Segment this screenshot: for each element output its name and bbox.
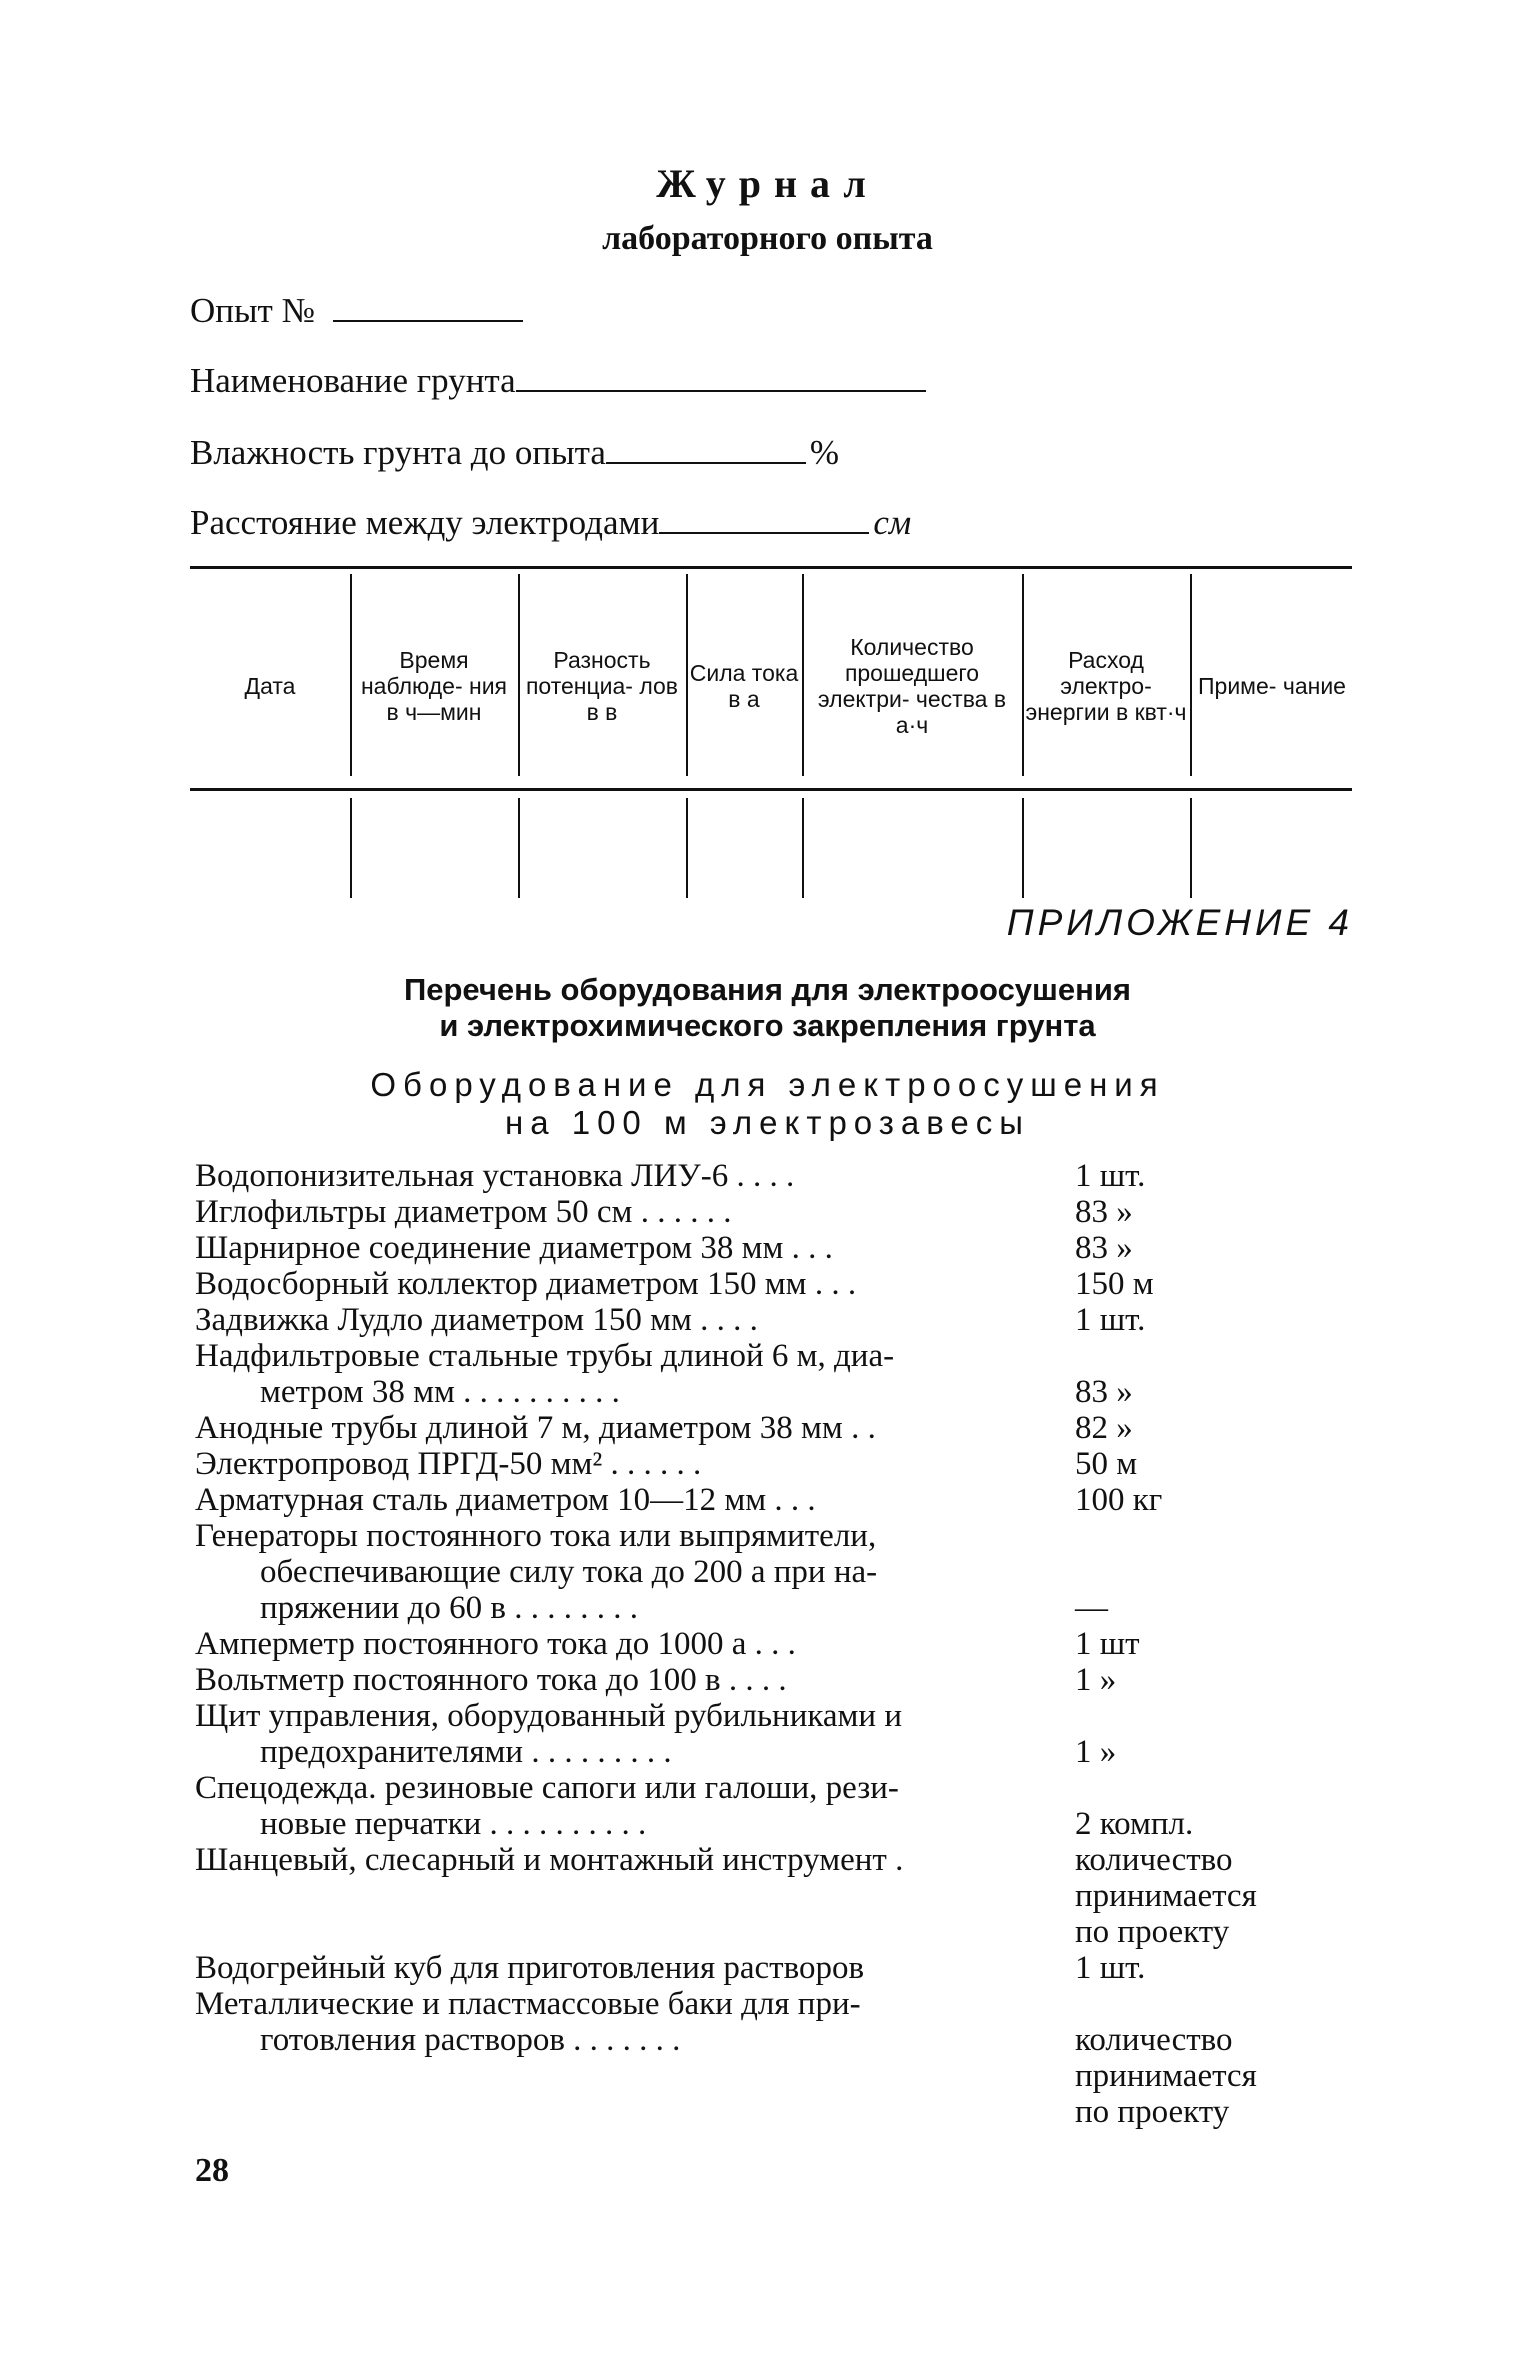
equipment-item-line: метром 38 мм . . . . . . . . . . — [260, 1374, 620, 1410]
journal-table — [190, 566, 1352, 906]
table-header-date: Дата — [244, 673, 296, 699]
field-moisture-label: Влажность грунта до опыта — [190, 433, 606, 472]
equipment-item-quantity-line: 83 » — [1075, 1374, 1133, 1410]
equipment-item-line: новые перчатки . . . . . . . . . . — [260, 1806, 647, 1842]
equipment-item — [195, 1266, 1335, 1302]
equipment-item-quantity — [1075, 1662, 1116, 1698]
equipment-list-title-line2: и электрохимического закрепления грунта — [439, 1008, 1096, 1043]
equipment-item — [195, 1482, 1335, 1518]
table-col-divider — [686, 798, 688, 898]
equipment-item-line: Амперметр постоянного тока до 1000 а . . . — [195, 1626, 796, 1662]
appendix-label: ПРИЛОЖЕНИЕ 4 — [1006, 902, 1353, 943]
equipment-item-description — [195, 1230, 1040, 1266]
electrode-distance-blank — [659, 502, 869, 534]
equipment-item-line: Металлические и пластмассовые баки для при- — [195, 1986, 861, 2022]
equipment-item-quantity — [1075, 1626, 1140, 1662]
equipment-item-line: Водогрейный куб для приготовления растворов — [195, 1950, 865, 1986]
table-col-divider — [802, 798, 804, 898]
equipment-item-quantity — [1075, 1266, 1154, 1302]
field-electrode-distance-label: Расстояние между электродами — [190, 503, 660, 542]
equipment-item-line: обеспечивающие силу тока до 200 а при на- — [260, 1554, 878, 1590]
field-electrode-distance — [190, 502, 911, 543]
table-col-divider — [1022, 798, 1024, 898]
equipment-item-quantity — [1075, 1410, 1133, 1446]
equipment-item-quantity-line: 83 » — [1075, 1230, 1133, 1266]
equipment-item-quantity-line: 1 » — [1075, 1734, 1117, 1770]
equipment-item-quantity-line: количество — [1075, 2022, 1233, 2058]
equipment-item-quantity — [1075, 1806, 1193, 1842]
equipment-item-quantity — [1075, 1374, 1133, 1410]
equipment-item-line: Надфильтровые стальные трубы длиной 6 м, диа- — [195, 1338, 895, 1374]
equipment-item — [195, 1302, 1335, 1338]
equipment-item-line: Шарнирное соединение диаметром 38 мм . . . — [195, 1230, 833, 1266]
equipment-item-line: Спецодежда. резиновые сапоги или галоши, рези- — [195, 1770, 899, 1806]
moisture-blank — [606, 432, 806, 464]
table-header-energy: Расход электро- энергии в квт·ч — [1025, 647, 1187, 725]
equipment-item-quantity-line: 82 » — [1075, 1410, 1133, 1446]
equipment-item-quantity — [1075, 1158, 1145, 1194]
equipment-item-description — [195, 1950, 1040, 1986]
equipment-item-quantity-line: — — [1075, 1590, 1108, 1626]
equipment-item-quantity — [1075, 1842, 1257, 1950]
table-header-charge: Количество прошедшего электри- чества в а·ч — [817, 634, 1007, 738]
equipment-item-quantity-line: 1 шт — [1075, 1626, 1140, 1662]
equipment-item — [195, 1158, 1335, 1194]
equipment-item-quantity-line: по проекту — [1075, 1914, 1230, 1950]
equipment-item-quantity — [1075, 1482, 1162, 1518]
equipment-item-quantity — [1075, 1734, 1116, 1770]
equipment-item — [195, 1626, 1335, 1662]
table-col-divider — [518, 798, 520, 898]
equipment-item — [195, 1950, 1335, 1986]
equipment-item-line: Анодные трубы длиной 7 м, диаметром 38 мм . . — [195, 1410, 876, 1446]
equipment-item-quantity-line: 1 шт. — [1075, 1158, 1146, 1194]
table-header-current: Сила тока в а — [689, 660, 799, 712]
equipment-item-quantity — [1075, 1446, 1137, 1482]
equipment-item-quantity — [1075, 1950, 1145, 1986]
moisture-unit: % — [809, 433, 840, 472]
equipment-item-description — [195, 1842, 1040, 1878]
equipment-item-quantity-line: 1 » — [1075, 1662, 1117, 1698]
equipment-item-line: Шанцевый, слесарный и монтажный инструмент . — [195, 1842, 904, 1878]
equipment-item — [195, 1230, 1335, 1266]
equipment-item-description — [195, 1338, 1040, 1410]
table-header-potential: Разность потенциа- лов в в — [525, 647, 679, 725]
equipment-item — [195, 1194, 1335, 1230]
equipment-item-quantity-line: 83 » — [1075, 1194, 1133, 1230]
equipment-item-quantity-line: 1 шт. — [1075, 1302, 1146, 1338]
equipment-item-quantity — [1075, 2022, 1257, 2130]
section-title-line2: на 100 м электрозавесы — [504, 1104, 1031, 1141]
equipment-item-line: Вольтметр постоянного тока до 100 в . . . . — [195, 1662, 787, 1698]
equipment-item-description — [195, 1266, 1040, 1302]
equipment-item — [195, 1518, 1335, 1626]
equipment-item-description — [195, 1158, 1040, 1194]
equipment-item-description — [195, 1518, 1040, 1626]
equipment-item-line: предохранителями . . . . . . . . . — [260, 1734, 672, 1770]
field-soil-name — [190, 360, 930, 401]
equipment-item — [195, 1662, 1335, 1698]
equipment-item-quantity-line: по проекту — [1075, 2094, 1230, 2130]
equipment-item-quantity-line: 1 шт. — [1075, 1950, 1146, 1986]
field-moisture — [190, 432, 839, 473]
equipment-item-line: Щит управления, оборудованный рубильниками и — [195, 1698, 903, 1734]
section-title — [0, 1066, 1535, 1142]
equipment-item-line: Арматурная сталь диаметром 10—12 мм . . . — [195, 1482, 816, 1518]
equipment-item-quantity-line: 150 м — [1075, 1266, 1154, 1302]
field-experiment-no — [190, 290, 527, 331]
equipment-item — [195, 1770, 1335, 1842]
journal-subtitle: лабораторного опыта — [602, 220, 933, 257]
equipment-item-description — [195, 1482, 1040, 1518]
distance-unit: см — [873, 503, 912, 542]
equipment-item-quantity — [1075, 1194, 1133, 1230]
equipment-item-quantity-line: 2 компл. — [1075, 1806, 1194, 1842]
field-soil-name-label: Наименование грунта — [190, 361, 516, 400]
table-header-note: Приме- чание — [1198, 673, 1346, 699]
equipment-item-description — [195, 1410, 1040, 1446]
equipment-item-quantity-line: принимается — [1075, 2058, 1257, 2094]
table-top-rule — [190, 566, 1352, 569]
soil-name-blank — [516, 360, 926, 392]
equipment-item-line: Водосборный коллектор диаметром 150 мм . . . — [195, 1266, 857, 1302]
equipment-item — [195, 1842, 1335, 1950]
equipment-item-description — [195, 1662, 1040, 1698]
equipment-item-description — [195, 1698, 1040, 1770]
equipment-item — [195, 1986, 1335, 2130]
journal-title: Журнал — [656, 161, 879, 206]
page-number: 28 — [195, 2152, 229, 2189]
equipment-item-quantity-line: 100 кг — [1075, 1482, 1163, 1518]
equipment-item-description — [195, 1986, 1040, 2058]
equipment-list-title — [0, 972, 1535, 1044]
equipment-item-description — [195, 1626, 1040, 1662]
equipment-list — [195, 1158, 1335, 2130]
experiment-no-blank — [333, 290, 523, 322]
equipment-item — [195, 1698, 1335, 1770]
equipment-item-description — [195, 1770, 1040, 1842]
equipment-item-quantity-line: 50 м — [1075, 1446, 1138, 1482]
equipment-item-line: Иглофильтры диаметром 50 см . . . . . . — [195, 1194, 732, 1230]
equipment-list-title-line1: Перечень оборудования для электроосушения — [403, 972, 1132, 1007]
equipment-item-quantity — [1075, 1230, 1133, 1266]
table-col-divider — [350, 798, 352, 898]
equipment-item-line: Задвижка Лудло диаметром 150 мм . . . . — [195, 1302, 758, 1338]
equipment-item-line: готовления растворов . . . . . . . — [260, 2022, 681, 2058]
equipment-item — [195, 1338, 1335, 1410]
equipment-item — [195, 1446, 1335, 1482]
equipment-item-line: Генераторы постоянного тока или выпрямители, — [195, 1518, 877, 1554]
equipment-item-description — [195, 1302, 1040, 1338]
equipment-item-description — [195, 1446, 1040, 1482]
equipment-item-quantity — [1075, 1302, 1145, 1338]
equipment-item-quantity — [1075, 1590, 1108, 1626]
equipment-item-line: пряжении до 60 в . . . . . . . . — [260, 1590, 638, 1626]
table-header-time: Время наблюде- ния в ч—мин — [360, 647, 508, 725]
field-experiment-no-label: Опыт № — [190, 291, 315, 330]
equipment-item-description — [195, 1194, 1040, 1230]
section-title-line1: Оборудование для электроосушения — [370, 1066, 1165, 1103]
equipment-item — [195, 1410, 1335, 1446]
equipment-item-line: Водопонизительная установка ЛИУ-6 . . . . — [195, 1158, 795, 1194]
table-header-rule — [190, 788, 1352, 791]
equipment-item-quantity-line: количество — [1075, 1842, 1233, 1878]
equipment-item-line: Электропровод ПРГД-50 мм² . . . . . . — [195, 1446, 702, 1482]
equipment-item-quantity-line: принимается — [1075, 1878, 1257, 1914]
table-col-divider — [1190, 798, 1192, 898]
